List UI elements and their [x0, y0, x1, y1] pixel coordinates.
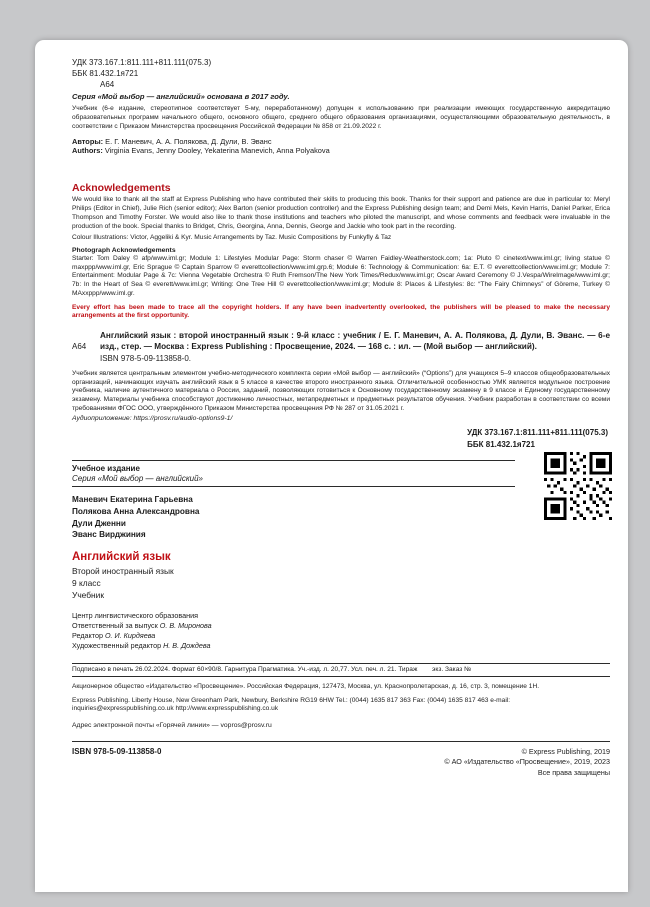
authors-en-line: [72, 146, 610, 156]
photo-acknowledgements-heading: Photograph Acknowledgements: [72, 246, 176, 254]
footer-copyright-block: [444, 747, 610, 778]
catalog-isbn: ISBN 978-5-09-113858-0.: [100, 353, 192, 363]
classification-block: [72, 58, 610, 90]
authors-en-value: Virginia Evans, Jenny Dooley, Yekaterina Manevich, Anna Polyakova: [104, 146, 330, 156]
series-line: Серия «Мой выбор — английский»: [72, 473, 204, 483]
divider: [72, 460, 515, 461]
author-name: Эванс Вирджиния: [72, 530, 146, 540]
udk-code-bottom: УДК 373.167.1:811.111+811.111(075.3): [467, 428, 608, 438]
publisher-ru-paragraph: Акционерное общество «Издательство «Просвещение». Российская Федерация, 127473, Москва, ул. Краснопролетарская, д. 16, стр. 3, помещение 1Н.: [72, 682, 540, 690]
staff-resp-name: О. В. Миронова: [159, 620, 212, 630]
approval-paragraph: Учебник (6-е издание, стереотипное соответствует 5-му, переработанному) допущен к использованию при реализации имеющих государственную аккредитацию образовательных программ начального общего, основного общего, среднего общего образования организациями, осуществляющими образовательную деятельность, в соответствии с Приказом Министерства просвещения Российской Федерации № 858 от 21.09.2022 г.: [72, 105, 610, 130]
footer-section: [72, 741, 610, 778]
book-subtitle: Второй иностранный язык: [72, 566, 174, 577]
author-name: Полякова Анна Александровна: [72, 506, 200, 516]
book-kind: Учебник: [72, 589, 105, 600]
staff-editor: [72, 631, 610, 641]
catalog-code: А64: [72, 342, 87, 352]
staff-block: [72, 611, 610, 651]
series-founded-note: Серия «Мой выбор — английский» основана в 2017 году.: [72, 92, 290, 102]
photo-acknowledgements-body: Starter: Tom Daley © afp/www.iml.gr; Module 1: Lifestyles Modular Page: Storm chaser © Warren Faidley-Weatherstock.com; 1a: Pluto © cinetext/www.iml.gr; living statue © maxppp/www.iml.gr, Eric Sprague © Captain Sparrow © everettcollection/www.iml.grp.6; Module 6: Technology & Communication: 6a: E.T. © everettcollection/www.iml.gr; Module 7: Entertainment: Modular Page & 7c: Vienna Vegetable Orchestra © Ruth Fremson/The New York Times/Redux/www.iml.gr; Oscar Award Ceremony © J.Vespa/WireImage/www.iml.gr; 7b: In the Heart of Sea © everett/www.iml.gr; Writing: One Tree Hill © everettcollection/www.iml.gr; Module 8: Places & Lifestyles: 8c: “The Fairy Chimneys” of Göreme, Turkey © MAxxppp/www.iml.gr.: [72, 254, 610, 297]
copyright-notice: Every effort has been made to trace all the copyright holders. If any have been inadvertently overlooked, the publishers will be pleased to make the necessary arrangements at the first opportunity.: [72, 303, 610, 320]
audio-link-line: Аудиоприложение: https://prosv.ru/audio-options9-1/: [72, 415, 233, 423]
footer-row: [72, 742, 610, 778]
staff-art-name: Н. В. Дождева: [163, 640, 211, 650]
staff-editor-name: О. И. Кирдяева: [104, 630, 156, 640]
book-title: Английский язык: [72, 551, 171, 564]
author-name: Дули Дженни: [72, 518, 126, 528]
print-info-line: Подписано в печать 26.02.2024. Формат 60×90/8. Гарнитура Прагматика. Уч.-изд. л. 20,77. Усл. печ. л. 21. Тираж экз. Заказ №: [72, 666, 472, 674]
staff-resp: [72, 621, 610, 631]
edition-section: [72, 460, 610, 487]
copyright-express: © Express Publishing, 2019: [521, 747, 610, 757]
authors-block: [72, 137, 610, 157]
authors-ru-label: Авторы:: [72, 136, 104, 146]
bbk-code-bottom: ББК 81.432.1я721: [467, 439, 535, 449]
authors-ru-line: [72, 137, 610, 147]
staff-editor-role: Редактор: [72, 630, 105, 640]
udk-bbk-right-block: [467, 427, 610, 449]
copyright-prosveshchenie: © АО «Издательство «Просвещение», 2019, 2023: [444, 757, 610, 767]
staff-art-role: Художественный редактор: [72, 640, 164, 650]
bibliographic-text: Английский язык : второй иностранный язык : 9-й класс : учебник / Е. Г. Маневич, А. А. Полякова, Д. Дули, В. Эванс. — 6-е изд., стер. — Москва : Express Publishing : Просвещение, 2024. — 168 с. : ил. — (Мой выбор — английский).: [100, 330, 610, 352]
book-imprint-page: [35, 40, 628, 892]
staff-resp-role: Ответственный за выпуск: [72, 620, 160, 630]
acknowledgements-body: We would like to thank all the staff at Express Publishing who have contributed their skills to producing this book. Thanks for their support and patience are due in particular to: Meryl Philips (Editor in Chief), Julie Rich (senior editor); Alex Barton (senior production controller) and the Express Publishing design team; and Demi Mels, Kevin Harris, Daniel Parker, Erica Thompson and Timothy Forster. We would also like to thank those institutions and teachers who piloted the manuscript, and whose comments and feedback were invaluable in the production of the book. Special thanks to Bridget, Chris, Georgina, Anna, Dennis, George and Jackie who took part in the recording.: [72, 196, 610, 230]
hotline-email-line: Адрес электронной почты «Горячей линии» — vopros@prosv.ru: [72, 722, 272, 730]
author-names-block: [72, 494, 610, 542]
staff-center: Центр лингвистического образования: [72, 610, 198, 620]
print-info-section: [72, 663, 610, 677]
footer-isbn: ISBN 978-5-09-113858-0: [72, 747, 162, 757]
bbk-code: ББК 81.432.1я721: [72, 68, 139, 78]
publisher-en-paragraph: Express Publishing. Liberty House, New Greenham Park, Newbury, Berkshire RG19 6HW Tel.: (0044) 1635 817 363 Fax: (0044) 1635 817 463 e-mail: inquiries@expresspublishing.co.uk http://www.expresspublishing.co.uk: [72, 696, 511, 713]
udk-code: УДК 373.167.1:811.111+811.111(075.3): [72, 58, 212, 67]
author-name: Маневич Екатерина Гарьевна: [72, 494, 193, 504]
staff-art-editor: [72, 641, 610, 651]
acknowledgements-heading: Acknowledgements: [72, 182, 171, 195]
annotation-paragraph: Учебник является центральным элементом учебно-методического комплекта серии «Мой выбор — английский» (“Options”) для учащихся 5–9 классов общеобразовательных организаций, начинающих изучать английский язык в 5 классе в качестве второго иностранного языка. Отличительной особенностью УМК является модульное построение учебника, наличие аутентичного материала о России, заданий, позволяющих готовиться к Основному государственному экзамену в 9 классе и Единому государственному экзамену. Материалы учебника способствуют достижению личностных, метапредметных и предметных результатов обучения. Учебник разработан в соответствии со всеми требованиями ФГОС ООО, утверждённого Приказом Министерства просвещения РФ № 287 от 31.05.2021 г.: [72, 369, 610, 412]
divider: [72, 676, 610, 677]
book-grade: 9 класс: [72, 578, 101, 589]
catalog-code-top: А64: [100, 79, 115, 89]
qr-code-image: [544, 452, 612, 525]
colour-illustrations-line: Colour Illustrations: Victor, Aggeliki & Kyr. Music Arrangements by Taz. Music Compositions by Funkyfly & Taz: [72, 234, 392, 242]
book-subtitle-block: [72, 566, 610, 601]
rights-reserved: Все права защищены: [537, 767, 610, 777]
authors-ru-value: Е. Г. Маневич, А. А. Полякова, Д. Дули, В. Эванс: [105, 136, 272, 146]
divider: [72, 486, 515, 487]
authors-en-label: Authors:: [72, 146, 103, 156]
bibliographic-entry: [72, 330, 610, 353]
edition-type: Учебное издание: [72, 463, 140, 473]
